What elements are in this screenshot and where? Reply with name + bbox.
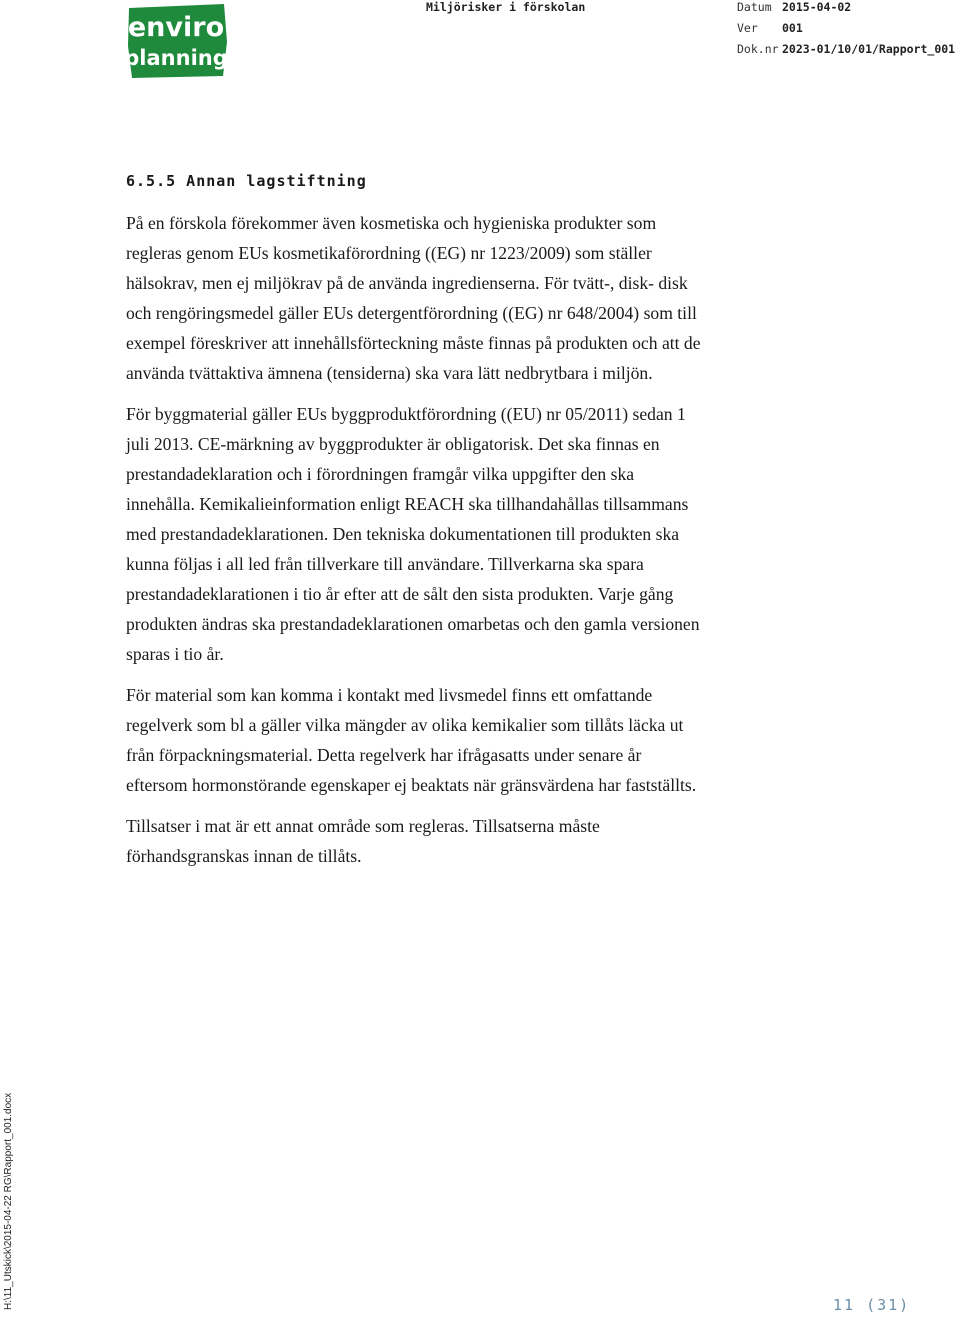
doknr-value: 2023-01/10/01/Rapport_001 xyxy=(782,42,956,56)
section-heading: 6.5.5 Annan lagstiftning xyxy=(126,172,367,190)
paragraph-1: På en förskola förekommer även kosmetiska och hygieniska produkter som regleras genom EUs kosmetikaförordning ((EG) nr 1223/2009) som ställer hälsokrav, men ej miljökrav på de använda ingredienserna. För tvätt-, disk- disk och rengöringsmedel gäller EUs detergentförordning ((EG) nr 648/2004) som till exempel föreskriver att innehållsförteckning måste finnas på produkten och att de använda tvättaktiva ämnena (tensiderna) ska vara lätt nedbrytbara i miljön. xyxy=(126,213,701,383)
svg-text:planning: planning xyxy=(126,46,228,70)
date-value: 2015-04-02 xyxy=(782,0,852,14)
paragraph-4: Tillsatser i mat är ett annat område som regleras. Tillsatserna måste förhandsgranskas innan de tillåts. xyxy=(126,816,600,866)
header-version-row xyxy=(737,21,803,35)
doknr-label: Dok.nr xyxy=(737,42,779,56)
header-date-row xyxy=(737,0,851,14)
paragraph-2: För byggmaterial gäller EUs byggproduktförordning ((EU) nr 05/2011) sedan 1 juli 2013. CE-märkning av byggprodukter är obligatorisk. Det ska finnas en prestandadeklaration och i förordningen framgår vilka uppgifter den ska innehålla. Kemikalieinformation enligt REACH ska tillhandahållas tillsammans med prestandadeklarationen. Den tekniska dokumentationen till produkten ska kunna följas i all led från tillverkare till användare. Tillverkarna ska spara prestandadeklarationen i tio år efter att de sålt den sista produkten. Varje gång produkten ändras ska prestandadeklarationen omarbetas och den gamla versionen sparas i tio år. xyxy=(126,404,700,664)
header-doknr-row xyxy=(737,42,955,56)
version-value: 001 xyxy=(782,21,803,35)
page-number: 11 (31) xyxy=(833,1296,911,1314)
date-label: Datum xyxy=(737,0,772,14)
document-title: Miljörisker i förskolan xyxy=(426,0,586,14)
file-path: H:\11_Utskick\2015-04-22 RG\Rapport_001.docx xyxy=(3,1092,14,1310)
version-label: Ver xyxy=(737,21,758,35)
svg-text:enviro: enviro xyxy=(127,12,225,43)
paragraph-3: För material som kan komma i kontakt med livsmedel finns ett omfattande regelverk som bl a gäller vilka mängder av olika kemikalier som tillåts läcka ut från förpackningsmaterial. Detta regelverk har ifrågasatts under senare år eftersom hormonstörande egenskaper ej beaktats när gränsvärdena har fastställts. xyxy=(126,685,697,795)
page-header xyxy=(0,0,960,60)
body-text xyxy=(126,208,706,882)
